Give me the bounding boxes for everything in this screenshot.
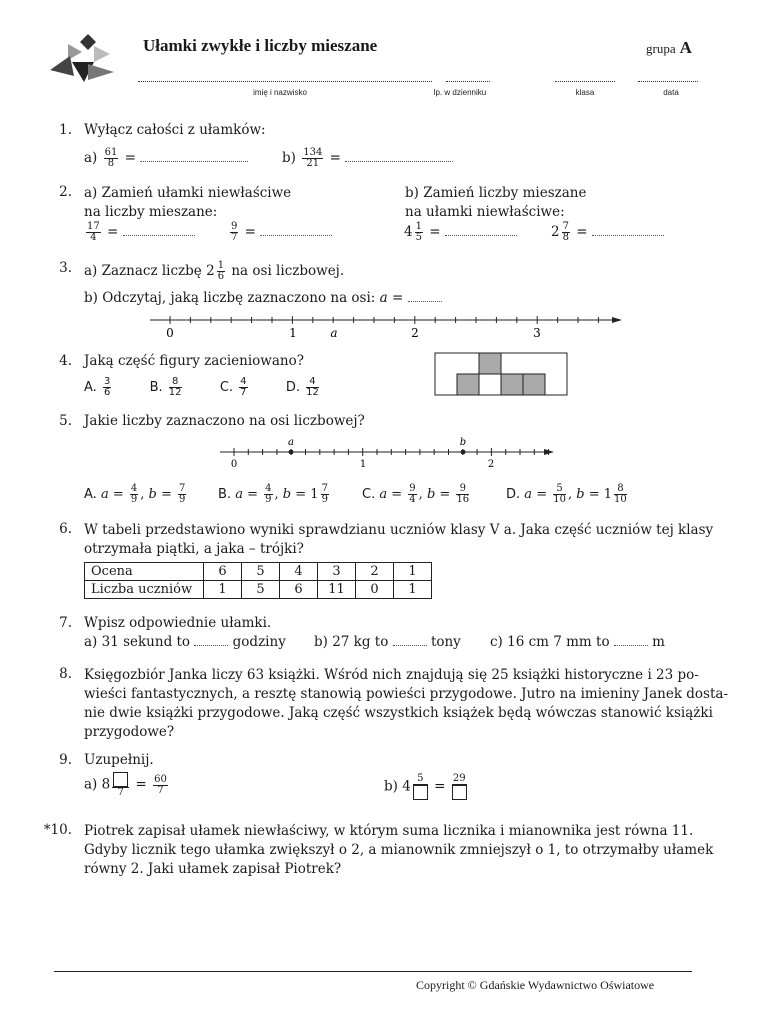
q2-b2: 2 $\frac{7}{8}$ = [551, 222, 664, 243]
q4-option-a[interactable]: A. $\frac{3}{6}$ [84, 376, 111, 398]
q7-b-answer[interactable] [393, 637, 427, 646]
q5-label-1: 1 [359, 459, 367, 470]
q7-text: Wpisz odpowiednie ułamki. [84, 615, 272, 631]
q3-label-3: 3 [533, 326, 541, 340]
name-field[interactable] [138, 81, 432, 82]
q4-option-c[interactable]: C. $\frac{4}{7}$ [219, 376, 247, 398]
q5-text: Jakie liczby zaznaczono na osi liczbowej? [84, 413, 365, 429]
q3-point-a-label: a [330, 326, 338, 340]
journal-caption: lp. w dzienniku [433, 88, 487, 97]
q3-number-line[interactable] [148, 312, 624, 344]
q2-a2-answer[interactable] [260, 227, 332, 236]
class-caption: klasa [575, 88, 595, 97]
journal-number-field[interactable] [446, 81, 490, 82]
q4-option-d[interactable]: D. $\frac{4}{12}$ [285, 376, 319, 398]
q3-b: b) Odczytaj, jaką liczbę zaznaczono na osi: a = [84, 290, 442, 306]
name-caption: imię i nazwisko [253, 88, 307, 97]
q2-b2-answer[interactable] [592, 227, 664, 236]
q1-text: Wyłącz całości z ułamków: [84, 122, 266, 138]
q5-option-b[interactable]: B. a = $\frac{4}{9}$ , b = 1 $\frac{7}{9}$ [218, 483, 328, 505]
q2-b1-answer[interactable] [445, 227, 517, 236]
table-row: Ocena 6 5 4 3 2 1 [85, 563, 432, 581]
q3-b-answer[interactable] [408, 293, 442, 302]
class-field[interactable] [555, 81, 615, 82]
table-row: Liczba uczniów 1 5 6 11 0 1 [85, 581, 432, 599]
footer-rule [54, 971, 692, 972]
q2-b1: 4 $\frac{1}{5}$ = [404, 222, 517, 243]
q9-b-box-1[interactable] [413, 785, 428, 800]
page-title: Ułamki zwykłe i liczby mieszane [143, 36, 378, 55]
date-caption: data [663, 88, 679, 97]
q2-number: 2. [59, 184, 72, 200]
q5-label-0: 0 [230, 459, 238, 470]
q9-b-box-2[interactable] [452, 785, 467, 800]
q6-number: 6. [59, 521, 72, 537]
q5-options [84, 484, 188, 505]
q1-b: b) $\frac{134}{21}$ = [282, 148, 453, 169]
q1-number: 1. [59, 122, 72, 138]
q4-figure [434, 352, 568, 396]
q5-number-line [218, 436, 558, 472]
q10-number: *10. [43, 822, 72, 838]
q5-option-a[interactable]: A. a = $\frac{4}{9}$ , b = $\frac{7}{9}$ [84, 483, 186, 505]
q2-a1-answer[interactable] [123, 227, 195, 236]
q9-text: Uzupełnij. [84, 752, 154, 768]
q8-text: Księgozbiór Janka liczy 63 książki. Wśród nich znajdują się 25 książki historyczne i 23 po- wieści fantastycznych, a resztę stanowią powieści przygodowe. Jutro na imieniny Janek dosta- nie dwie książki przygodowe. Jaką część wszystkich książek będą wówczas stanowić książki przygodowe? [84, 667, 729, 740]
footer-copyright: Copyright © Gdańskie Wydawnictwo Oświatowe [416, 978, 655, 992]
q4-text: Jaką część figury zacieniowano? [84, 353, 304, 369]
q9-b: b) 4 5 = 29 [384, 774, 469, 800]
q5-label-b: b [459, 437, 467, 448]
group-label: grupa A [646, 38, 692, 57]
q4-options [84, 377, 321, 398]
q7-a: a) 31 sekund to godziny [84, 634, 286, 650]
q7-c: c) 16 cm 7 mm to m [490, 634, 665, 650]
q7-c-answer[interactable] [614, 637, 648, 646]
q7-number: 7. [59, 615, 72, 631]
q5-option-c[interactable]: C. a = $\frac{9}{4}$ , b = $\frac{9}{16}$ [362, 483, 470, 505]
q8-number: 8. [59, 666, 72, 682]
q5-label-a: a [288, 437, 294, 448]
q2-b-text: b) Zamień liczby mieszane na ułamki niewłaściwe: [405, 185, 587, 220]
q5-point-b [461, 450, 466, 455]
q3-label-2: 2 [411, 326, 419, 340]
q1-a-answer[interactable] [140, 153, 248, 162]
q1-b-answer[interactable] [345, 153, 453, 162]
q5-point-a [289, 450, 294, 455]
q3-a: a) Zaznacz liczbę 2 $\frac{1}{6}$ na osi liczbowej. [84, 260, 345, 282]
q5-number: 5. [59, 413, 72, 429]
q9-a: a) 8 7 = $\frac{60}{7}$ [84, 773, 167, 798]
group-value: A [679, 38, 692, 57]
q10-text: Piotrek zapisał ułamek niewłaściwy, w którym suma licznika i mianownika jest równa 11. Gdyby licznik tego ułamka zwiększył o 2, a mianownik zmniejszył o 1, to otrzymałby ułamek równy 2. Jaki ułamek zapisał Piotrek? [84, 823, 714, 877]
q3-number: 3. [59, 260, 72, 276]
q7-b: b) 27 kg to tony [314, 634, 461, 650]
date-field[interactable] [638, 81, 698, 82]
q1-a: a) $\frac{61}{8}$ = [84, 148, 248, 169]
q7-a-answer[interactable] [194, 637, 228, 646]
q3-label-1: 1 [289, 326, 297, 340]
publisher-logo [48, 32, 116, 86]
q6-text: W tabeli przedstawiono wyniki sprawdzianu uczniów klasy V a. Jaka część uczniów tej klasy otrzymała piątki, a jaka – trójki? [84, 522, 714, 557]
q3-label-0: 0 [166, 326, 174, 340]
q4-option-b[interactable]: B. $\frac{8}{12}$ [149, 376, 182, 398]
q2-a2: $\frac{9}{7}$ = [228, 222, 332, 243]
q2-a1: $\frac{17}{4}$ = [84, 222, 195, 243]
grades-table [84, 562, 432, 599]
q5-label-2: 2 [487, 459, 495, 470]
q9-a-box[interactable] [113, 772, 128, 787]
q5-option-d[interactable]: D. a = $\frac{5}{10}$ , b = 1 $\frac{8}{10}$ [506, 483, 627, 505]
q2-a-text: a) Zamień ułamki niewłaściwe na liczby mieszane: [84, 185, 292, 220]
q9-number: 9. [59, 752, 72, 768]
q4-number: 4. [59, 353, 72, 369]
